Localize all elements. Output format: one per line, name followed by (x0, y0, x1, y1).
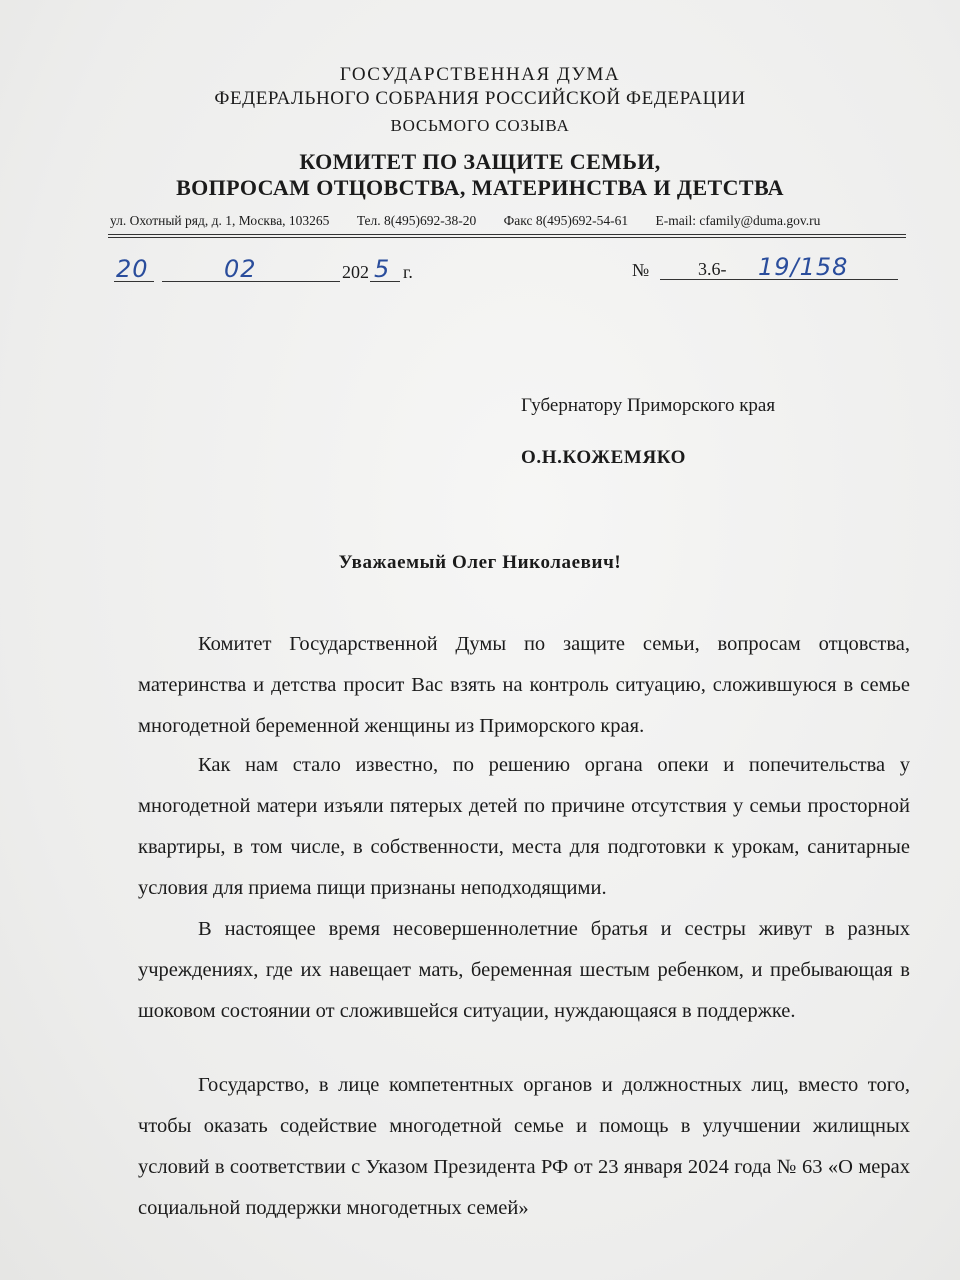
date-day: 20 (116, 255, 149, 283)
header-divider (108, 234, 906, 238)
date-year-digit: 5 (374, 255, 391, 283)
committee-title-line2: ВОПРОСАМ ОТЦОВСТВА, МАТЕРИНСТВА И ДЕТСТВА (176, 175, 784, 200)
date-year-field (370, 257, 400, 282)
body-paragraph-2: Как нам стало известно, по решению органа опеки и попечительства у многодетной матери изъяли пятерых детей по причине отсутствия у семьи просторной квартиры, в том числе, в собственности, места для подготовки к урокам, санитарные условия для приема пищи признаны неподходящими. (138, 754, 910, 899)
header-convocation: ВОСЬМОГО СОЗЫВА (390, 116, 570, 135)
date-year-prefix: 202 (342, 262, 369, 282)
number-handwritten: 19/158 (758, 253, 849, 281)
addressee-position: Губернатору Приморского края (521, 395, 776, 416)
date-month: 02 (224, 255, 257, 283)
number-field (660, 255, 898, 280)
date-day-field (114, 257, 154, 282)
number-label: № (632, 260, 650, 280)
contact-phone: Тел. 8(495)692-38-20 (356, 213, 477, 228)
date-month-field (162, 257, 340, 282)
body-paragraph-3: В настоящее время несовершеннолетние братья и сестры живут в разных учреждениях, где их навещает мать, беременная шестым ребенком, и пребывающая в шоковом состоянии от сложившейся ситуации, нуждающаяся в поддержке. (138, 918, 910, 1022)
salutation: Уважаемый Олег Николаевич! (338, 552, 622, 573)
addressee-name: О.Н.КОЖЕМЯКО (521, 447, 687, 468)
header-assembly: ФЕДЕРАЛЬНОГО СОБРАНИЯ РОССИЙСКОЙ ФЕДЕРАЦИИ (214, 88, 746, 109)
contact-address: ул. Охотный ряд, д. 1, Москва, 103265 (110, 213, 330, 228)
header-duma: ГОСУДАРСТВЕННАЯ ДУМА (339, 64, 621, 85)
committee-title-line1: КОМИТЕТ ПО ЗАЩИТЕ СЕМЬИ, (299, 149, 661, 174)
number-prefix: 3.6- (698, 259, 727, 279)
contact-fax: Факс 8(495)692-54-61 (503, 213, 629, 228)
date-suffix: г. (403, 262, 413, 282)
contact-line (110, 213, 910, 229)
body-paragraph-4: Государство, в лице компетентных органов и должностных лиц, вместо того, чтобы оказать содействие многодетной семье и помощь в улучшении жилищных условий в соответствии с Указом Президента РФ от 23 января 2024 года № 63 «О мерах социальной поддержки многодетных семей» (138, 1074, 910, 1219)
contact-email: E-mail: cfamily@duma.gov.ru (655, 213, 821, 228)
body-paragraph-1: Комитет Государственной Думы по защите семьи, вопросам отцовства, материнства и детства просит Вас взять на контроль ситуацию, сложившуюся в семье многодетной беременной женщины из Приморского края. (138, 633, 910, 737)
